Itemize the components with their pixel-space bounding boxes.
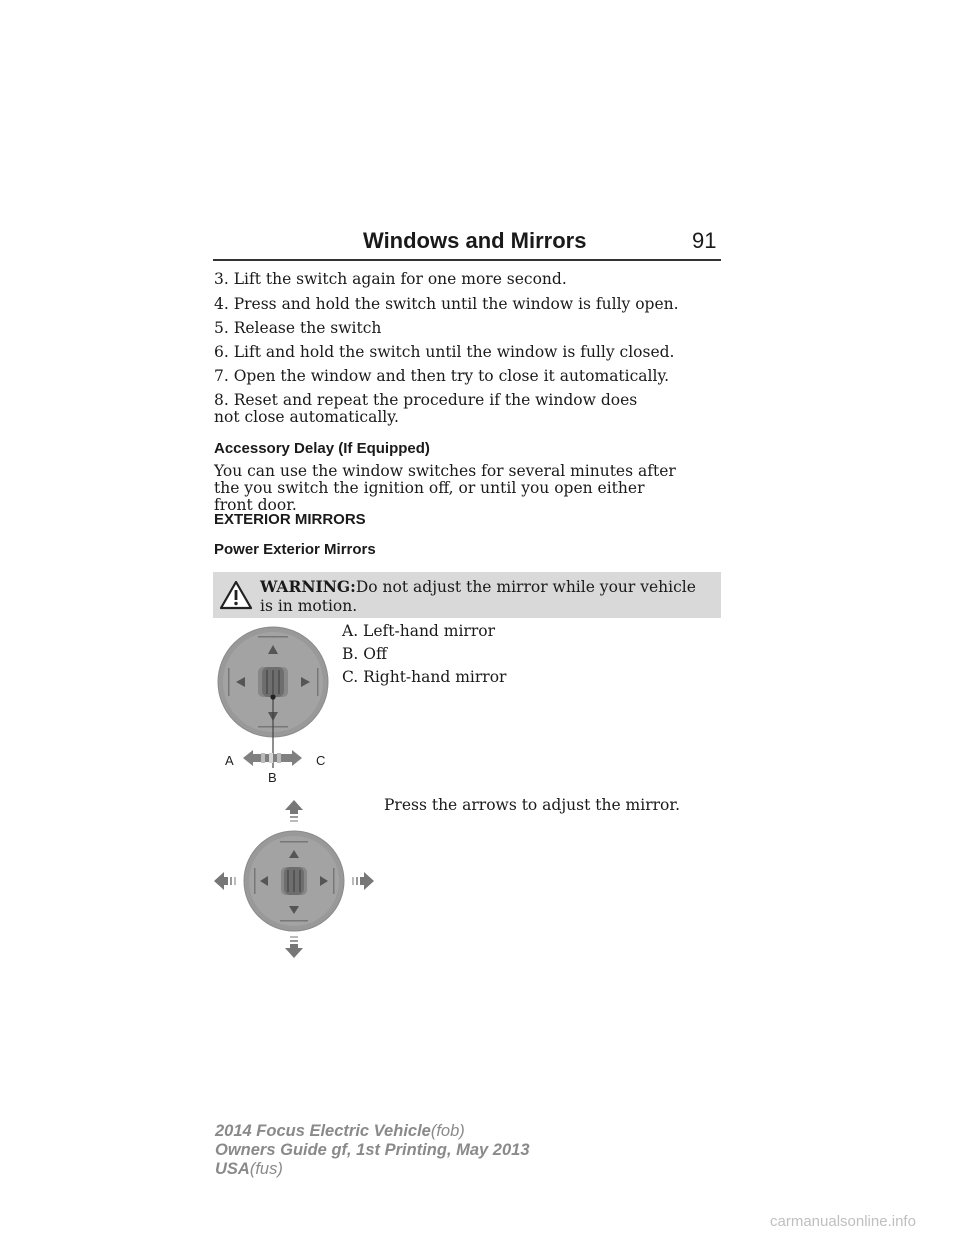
step-3: 3. Lift the switch again for one more second. — [214, 270, 567, 288]
adjust-instruction: Press the arrows to adjust the mirror. — [384, 796, 680, 814]
diagram-label-a: A — [225, 753, 234, 768]
warning-message: Do not adjust the mirror while your vehicle is in motion. — [260, 578, 696, 615]
diagram-label-b: B — [268, 770, 277, 785]
step-8: 8. Reset and repeat the procedure if the window does not close automatically. — [214, 391, 638, 426]
footer-guide-info: Owners Guide gf, 1st Printing, May 2013 — [215, 1141, 530, 1159]
warning-triangle-icon — [219, 580, 253, 610]
power-exterior-mirrors-heading: Power Exterior Mirrors — [214, 541, 376, 558]
accessory-delay-text: You can use the window switches for several minutes after the you switch the ignition off, or until you open either front door. — [214, 462, 676, 514]
warning-box — [213, 572, 721, 618]
step-5: 5. Release the switch — [214, 319, 382, 337]
footer-market-code: (fus) — [249, 1160, 283, 1178]
callout-c: C. Right-hand mirror — [342, 668, 507, 686]
watermark: carmanualsonline.info — [770, 1213, 916, 1230]
accessory-delay-heading: Accessory Delay (If Equipped) — [214, 440, 430, 457]
callout-a: A. Left-hand mirror — [342, 622, 495, 640]
footer-vehicle-code: (fob) — [430, 1122, 465, 1140]
warning-label: WARNING: — [260, 577, 356, 596]
step-6: 6. Lift and hold the switch until the window is fully closed. — [214, 343, 675, 361]
footer-market: USA — [215, 1160, 250, 1178]
footer-vehicle: 2014 Focus Electric Vehicle — [215, 1122, 431, 1140]
callout-b: B. Off — [342, 645, 387, 663]
diagram-label-c: C — [316, 753, 326, 768]
page-number: 91 — [692, 228, 717, 253]
mirror-adjust-diagram — [212, 796, 382, 966]
page-footer — [215, 1122, 530, 1179]
header-rule — [213, 259, 721, 261]
step-7: 7. Open the window and then try to close it automatically. — [214, 367, 670, 385]
warning-text — [260, 577, 700, 616]
step-4: 4. Press and hold the switch until the window is fully open. — [214, 295, 679, 313]
exterior-mirrors-heading: EXTERIOR MIRRORS — [214, 511, 366, 528]
page-header-title: Windows and Mirrors — [363, 228, 587, 253]
